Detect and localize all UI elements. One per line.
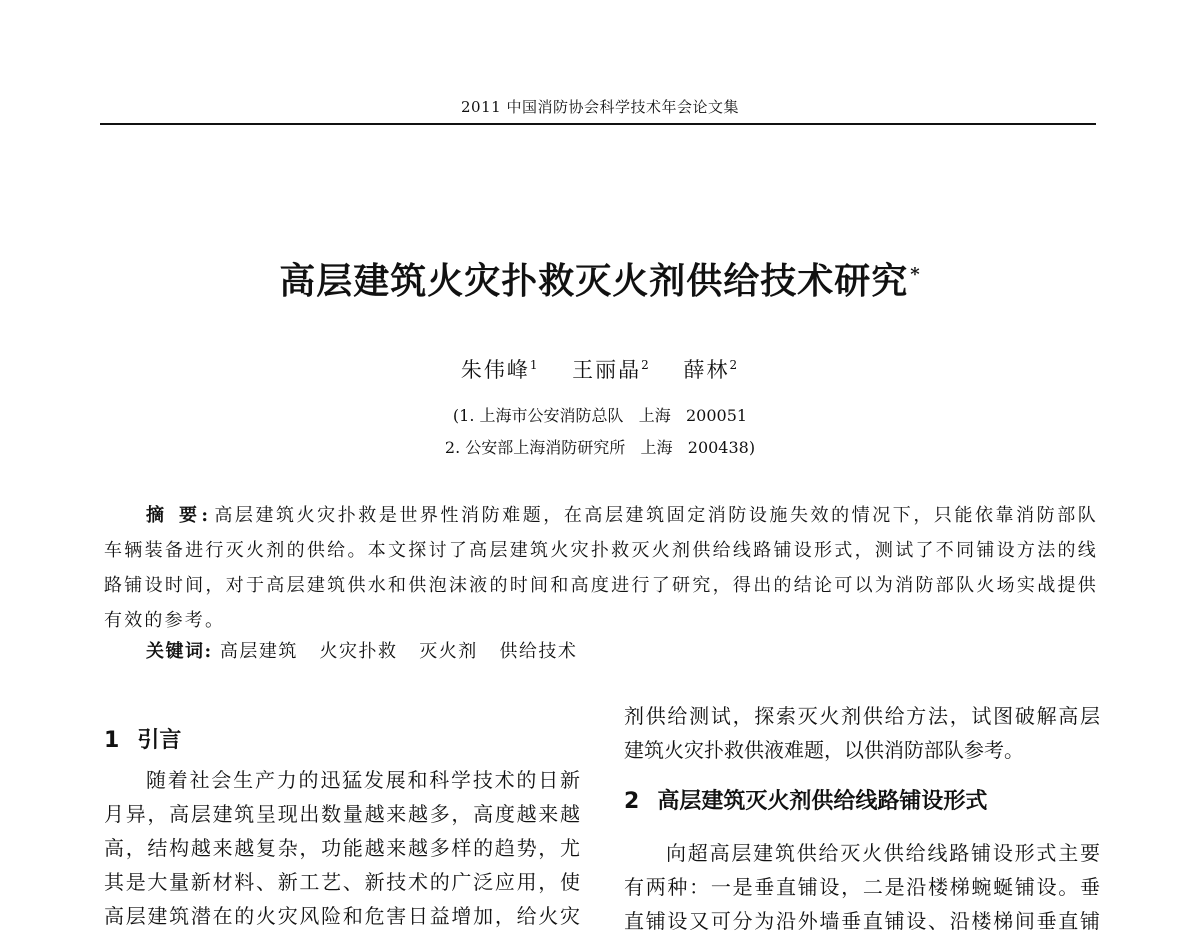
- section-1-heading: [104, 723, 181, 754]
- body-line: 高，结构越来越复杂，功能越来越多样的趋势，尤: [104, 836, 580, 860]
- author-affil-mark: 1: [529, 358, 540, 372]
- paper-title-text: 高层建筑火灾扑救灭火剂供给技术研究: [279, 260, 909, 302]
- right-column-continuation: [624, 699, 1100, 767]
- author-1: [461, 358, 540, 382]
- author-3: [684, 358, 740, 382]
- author-2: [572, 358, 651, 382]
- author-name: 薛林: [683, 358, 730, 382]
- body-line: 月异，高层建筑呈现出数量越来越多，高度越来越: [104, 802, 580, 826]
- author-affil-mark: 2: [729, 358, 740, 372]
- body-line: 随着社会生产力的迅猛发展和科学技术的日新: [146, 768, 580, 792]
- section-title: 高层建筑灭火剂供给线路铺设形式: [657, 789, 988, 814]
- affiliation-1: (1. 上海市公安消防总队 上海 200051: [452, 406, 748, 425]
- paper-title: [0, 253, 1200, 304]
- section-number: 2: [624, 789, 640, 814]
- author-name: 王丽晶: [572, 358, 642, 382]
- abstract: [104, 498, 1098, 638]
- abstract-label: 摘 要:: [146, 505, 212, 526]
- title-footnote-mark: *: [910, 264, 921, 285]
- author-affil-mark: 2: [641, 358, 651, 372]
- section-1-body: [104, 763, 580, 933]
- header-rule: [100, 123, 1096, 125]
- body-line: 剂供给测试，探索灭火剂供给方法，试图破解高层: [624, 704, 1100, 728]
- keywords: [146, 637, 1046, 663]
- running-header: 2011 中国消防协会科学技术年会论文集: [461, 98, 739, 116]
- section-number: 1: [104, 728, 120, 753]
- keywords-label: 关键词:: [146, 641, 213, 662]
- body-line: 建筑火灾扑救供液难题，以供消防部队参考。: [624, 738, 1024, 762]
- body-line: 高层建筑潜在的火灾风险和危害日益增加，给火灾: [104, 904, 580, 928]
- body-line: 其是大量新材料、新工艺、新技术的广泛应用，使: [104, 870, 580, 894]
- body-line: 有两种：一是垂直铺设，二是沿楼梯蜿蜒铺设。垂: [624, 875, 1100, 899]
- affiliation-2: 2. 公安部上海消防研究所 上海 200438): [444, 438, 756, 457]
- section-2-heading: [624, 784, 987, 815]
- abstract-text: 高层建筑火灾扑救是世界性消防难题，在高层建筑固定消防设施失效的情况下，只能依靠消防部队车辆装备进行灭火剂的供给。本文探讨了高层建筑火灾扑救灭火剂供给线路铺设形式，测试了不同铺设方法的线路铺设时间，对于高层建筑供水和供泡沫液的时间和高度进行了研究，得出的结论可以为消防部队火场实战提供有效的参考。: [104, 505, 1098, 631]
- body-line: 直铺设又可分为沿外墙垂直铺设、沿楼梯间垂直铺: [624, 909, 1100, 933]
- section-2-body: [624, 836, 1100, 938]
- author-list: [0, 354, 1200, 384]
- body-line: 向超高层建筑供给灭火供给线路铺设形式主要: [666, 841, 1100, 865]
- section-title: 引言: [137, 728, 182, 753]
- keywords-text: 高层建筑 火灾扑救 灭火剂 供给技术: [212, 641, 578, 662]
- author-name: 朱伟峰: [460, 358, 530, 382]
